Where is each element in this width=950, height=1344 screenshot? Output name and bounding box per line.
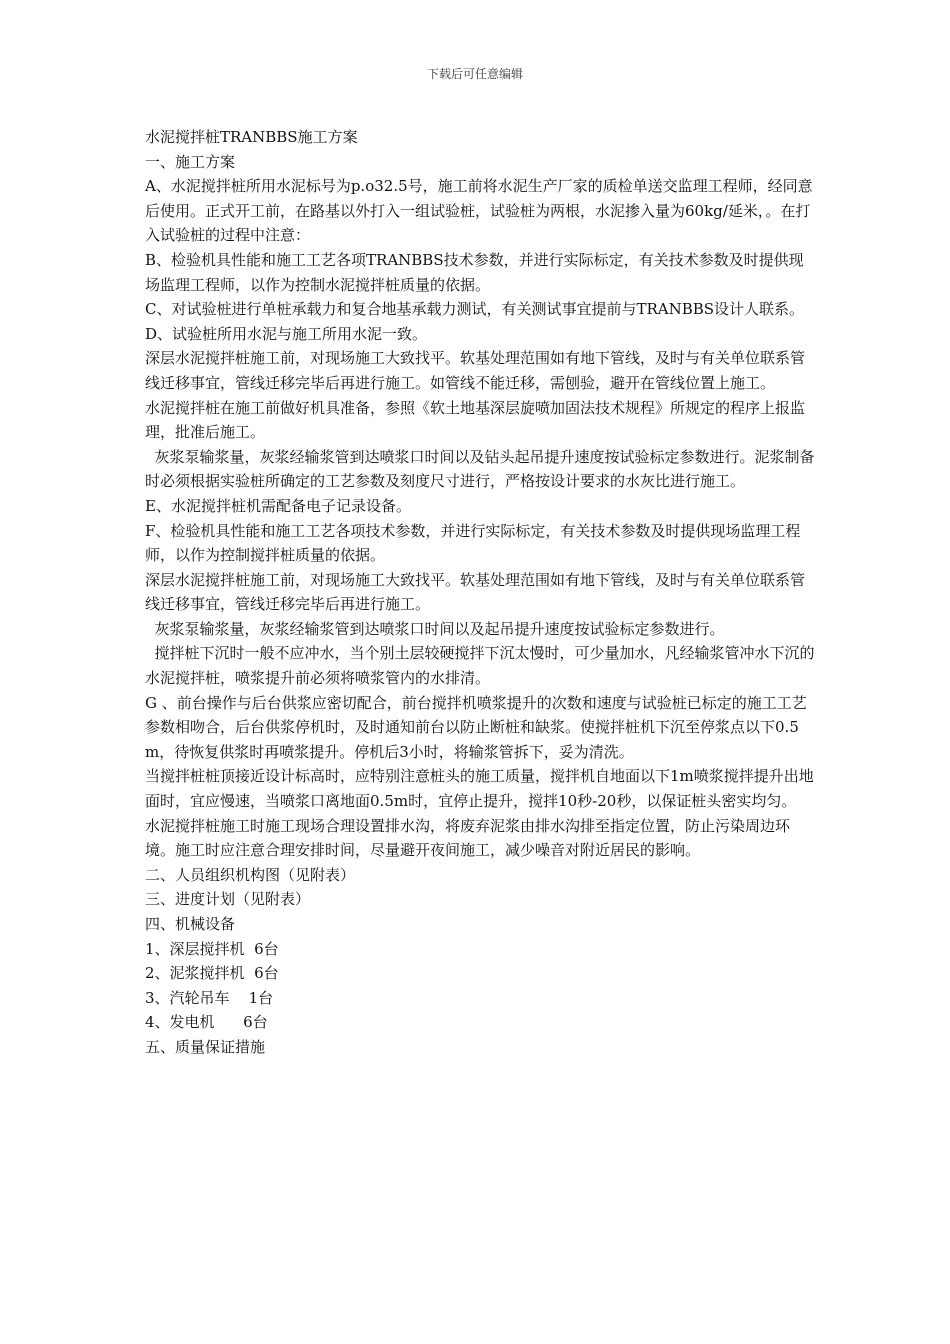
paragraph-equipment-prep: 水泥搅拌桩在施工前做好机具准备，参照《软土地基深层旋喷加固法技术规程》所规定的程序上报监理，批准后施工。: [145, 398, 806, 442]
paragraph-sinking: 搅拌桩下沉时一般不应冲水，当个别土层较硬搅拌下沉太慢时，可少量加水，凡经输浆管冲水下沉的水泥搅拌桩，喷浆提升前必须将喷浆管内的水排清。: [145, 644, 815, 688]
paragraph-section-4-heading: 四、机械设备: [145, 915, 236, 933]
paragraph-drainage: 水泥搅拌桩施工时施工现场合理设置排水沟，将废弃泥浆由排水沟排至指定位置，防止污染周边环境。施工时应注意合理安排时间，尽量避开夜间施工，减少噪音对附近居民的影响。: [145, 816, 791, 860]
paragraph-g: G 、前台操作与后台供浆应密切配合，前台搅拌机喷浆提升的次数和速度与试验桩已标定的施工工艺参数相吻合，后台供浆停机时，及时通知前台以防止断桩和缺浆。使搅拌桩机下沉至停浆点以下0.5m，待恢复供浆时再喷浆提升。停机后3小时，将输浆管拆下，妥为清洗。: [145, 693, 807, 761]
equipment-item-3: 3、汽轮吊车 1台: [145, 988, 274, 1007]
paragraph-section-3-heading: 三、进度计划（见附表）: [145, 890, 311, 909]
document-title: 水泥搅拌桩TRANBBS施工方案: [145, 128, 358, 146]
paragraph-section-5-heading: 五、质量保证措施: [145, 1037, 266, 1056]
paragraph-site-leveling: 深层水泥搅拌桩施工前，对现场施工大致找平。软基处理范围如有地下管线，及时与有关单位联系管线迁移事宜，管线迁移完毕后再进行施工。如管线不能迁移，需刨验，避开在管线位置上施工。: [145, 349, 806, 392]
paragraph-e: E、水泥搅拌桩机需配备电子记录设备。: [145, 496, 411, 515]
paragraph-section-2-heading: 二、人员组织机构图（见附表）: [145, 865, 356, 884]
paragraph-b: B、检验机具性能和施工工艺各项TRANBBS技术参数，并进行实际标定，有关技术参数及时提供现场监理工程师，以作为控制水泥搅拌桩质量的依据。: [145, 250, 804, 294]
page-header-note: 下载后可任意编辑: [426, 67, 523, 81]
equipment-item-1: 1、深层搅拌机 6台: [145, 939, 279, 958]
paragraph-f: F、检验机具性能和施工工艺各项技术参数，并进行实际标定，有关技术参数及时提供现场监理工程师，以作为控制搅拌桩质量的依据。: [145, 521, 801, 565]
paragraph-section-1-heading: 一、施工方案: [145, 152, 236, 171]
equipment-item-4: 4、发电机 6台: [145, 1013, 268, 1032]
paragraph-c: C、对试验桩进行单桩承载力和复合地基承载力测试，有关测试事宜提前与TRANBBS设计人联系。: [145, 300, 805, 319]
paragraph-a: A、水泥搅拌桩所用水泥标号为p.o32.5号，施工前将水泥生产厂家的质检单送交监理工程师，经同意后使用。正式开工前，在路基以外打入一组试验桩，试验桩为两根，水泥掺入量为60kg/延米，。在打入试验桩的过程中注意：: [145, 177, 813, 245]
paragraph-pile-top: 当搅拌桩桩顶接近设计标高时，应特别注意桩头的施工质量，搅拌机自地面以下1m喷浆搅拌提升出地面时，宜应慢速，当喷浆口离地面0.5m时，宜停止提升，搅拌10秒-20秒，以保证桩头密实均匀。: [145, 767, 814, 811]
document-body: [145, 125, 815, 1060]
paragraph-slurry-pump: 灰浆泵输浆量，灰浆经输浆管到达喷浆口时间以及钻头起吊提升速度按试验标定参数进行。泥浆制备时必须根据实验桩所确定的工艺参数及刻度尺寸进行，严格按设计要求的水灰比进行施工。: [145, 447, 815, 491]
paragraph-d: D、试验桩所用水泥与施工所用水泥一致。: [145, 324, 428, 343]
equipment-item-2: 2、泥浆搅拌机 6台: [145, 964, 279, 983]
paragraph-slurry-pump-2: 灰浆泵输浆量，灰浆经输浆管到达喷浆口时间以及起吊提升速度按试验标定参数进行。: [145, 619, 725, 638]
paragraph-site-leveling-2: 深层水泥搅拌桩施工前，对现场施工大致找平。软基处理范围如有地下管线，及时与有关单位联系管线迁移事宜，管线迁移完毕后再进行施工。: [145, 570, 806, 614]
